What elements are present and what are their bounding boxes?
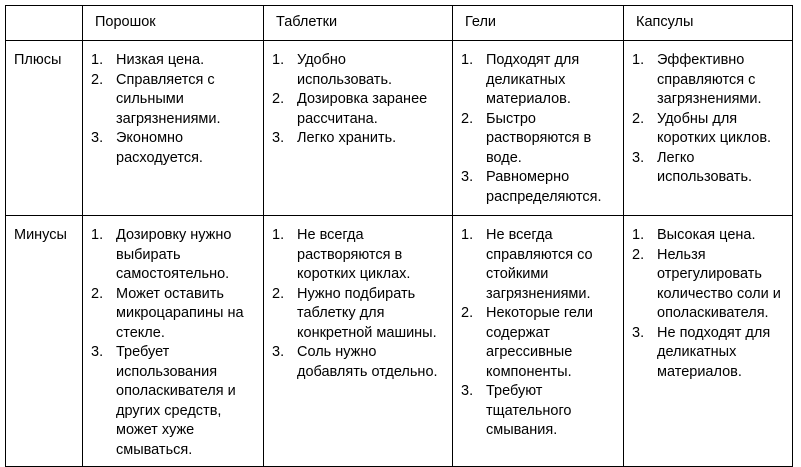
list-number: 3.	[91, 344, 104, 360]
list-number: 3.	[461, 169, 474, 185]
list-number: 1.	[461, 227, 474, 243]
list-item	[461, 304, 615, 382]
list-item	[632, 324, 784, 383]
list-item	[272, 343, 444, 382]
list-item-text: Экономно расходуется.	[116, 130, 203, 166]
list-number: 3.	[272, 344, 285, 360]
list-item-text: Удобно использовать.	[297, 52, 393, 88]
pros-powder	[83, 41, 264, 216]
list-number: 2.	[461, 305, 474, 321]
list-item	[461, 168, 615, 207]
header-row	[6, 6, 793, 41]
header-tablets: Таблетки	[264, 6, 453, 41]
list-number: 1.	[91, 52, 104, 68]
list-item-text: Не всегда растворяются в коротких циклах.	[297, 227, 411, 282]
list-number: 1.	[91, 227, 104, 243]
list-item	[461, 226, 615, 304]
list-item	[91, 51, 255, 71]
list-item-text: Подходят для деликатных материалов.	[486, 52, 580, 107]
list-number: 1.	[461, 52, 474, 68]
list-item-text: Требует использования ополаскивателя и других средств, может хуже смываться.	[116, 344, 236, 458]
list-item-text: Дозировка заранее рассчитана.	[297, 91, 428, 127]
header-powder: Порошок	[83, 6, 264, 41]
list-number: 2.	[632, 110, 645, 127]
list-item-text: Нельзя отрегулировать количество соли и ополаскивателя.	[657, 246, 781, 321]
list-number: 3.	[91, 130, 104, 146]
list-item-text: Некоторые гели содержат агрессивные компоненты.	[486, 305, 594, 380]
header-cell-empty	[6, 6, 83, 41]
list-item-text: Требуют тщательного смывания.	[486, 383, 572, 438]
cons-powder	[83, 216, 264, 467]
list-item	[91, 285, 255, 344]
list-item	[272, 129, 444, 149]
list-item-text: Дозировку нужно выбирать самостоятельно.	[116, 227, 232, 282]
comparison-table	[5, 5, 793, 467]
header-capsules: Капсулы	[624, 6, 793, 41]
list-item	[91, 343, 255, 460]
list-item	[461, 382, 615, 441]
list-item-text: Эффективно справляются с загрязнениями.	[657, 52, 762, 107]
list-number: 1.	[272, 227, 285, 243]
list-item-text: Низкая цена.	[116, 52, 205, 68]
list-number: 2.	[91, 71, 104, 88]
list-number: 2.	[461, 110, 474, 127]
list-item-text: Может оставить микроцарапины на стекле.	[116, 285, 244, 341]
pros-gels	[453, 41, 624, 216]
list-item	[632, 149, 784, 188]
list-number: 1.	[272, 52, 285, 68]
list-item	[632, 246, 784, 324]
cons-gels	[453, 216, 624, 467]
list-item-text: Не подходят для деликатных материалов.	[657, 324, 771, 380]
list-item	[91, 226, 255, 285]
pros-row	[6, 41, 793, 216]
cons-tablets	[264, 216, 453, 467]
list-number: 1.	[632, 227, 645, 243]
list-number: 3.	[272, 130, 285, 146]
list-item-text: Легко хранить.	[297, 130, 397, 146]
list-item	[461, 110, 615, 169]
list-number: 3.	[632, 149, 645, 166]
list-item-text: Нужно подбирать таблетку для конкретной машины.	[297, 285, 437, 341]
list-item	[272, 226, 444, 285]
list-item	[272, 90, 444, 129]
list-item-text: Высокая цена.	[657, 227, 756, 243]
header-gels: Гели	[453, 6, 624, 41]
list-number: 2.	[632, 246, 645, 263]
list-item	[272, 285, 444, 344]
list-item	[632, 110, 784, 149]
pros-tablets	[264, 41, 453, 216]
pros-capsules	[624, 41, 793, 216]
list-item-text: Легко использовать.	[657, 149, 753, 185]
list-item-text: Быстро растворяются в воде.	[486, 110, 592, 166]
list-item-text: Соль нужно добавлять отдельно.	[297, 344, 438, 380]
list-number: 2.	[91, 285, 104, 302]
cons-capsules	[624, 216, 793, 467]
list-number: 2.	[272, 285, 285, 302]
list-item	[91, 71, 255, 130]
row-label-pros: Плюсы	[6, 41, 83, 216]
list-number: 2.	[272, 91, 285, 107]
row-label-cons: Минусы	[6, 216, 83, 467]
list-item	[632, 51, 784, 110]
list-number: 1.	[632, 52, 645, 68]
list-item-text: Равномерно распределяются.	[486, 169, 602, 205]
list-item	[461, 51, 615, 110]
list-item	[272, 51, 444, 90]
cons-row	[6, 216, 793, 467]
list-item-text: Не всегда справляются со стойкими загрязнениями.	[486, 227, 593, 302]
list-item-text: Справляется с сильными загрязнениями.	[116, 71, 221, 127]
list-item-text: Удобны для коротких циклов.	[657, 110, 772, 146]
list-item	[91, 129, 255, 168]
list-number: 3.	[461, 383, 474, 399]
list-number: 3.	[632, 324, 645, 341]
list-item	[632, 226, 784, 246]
